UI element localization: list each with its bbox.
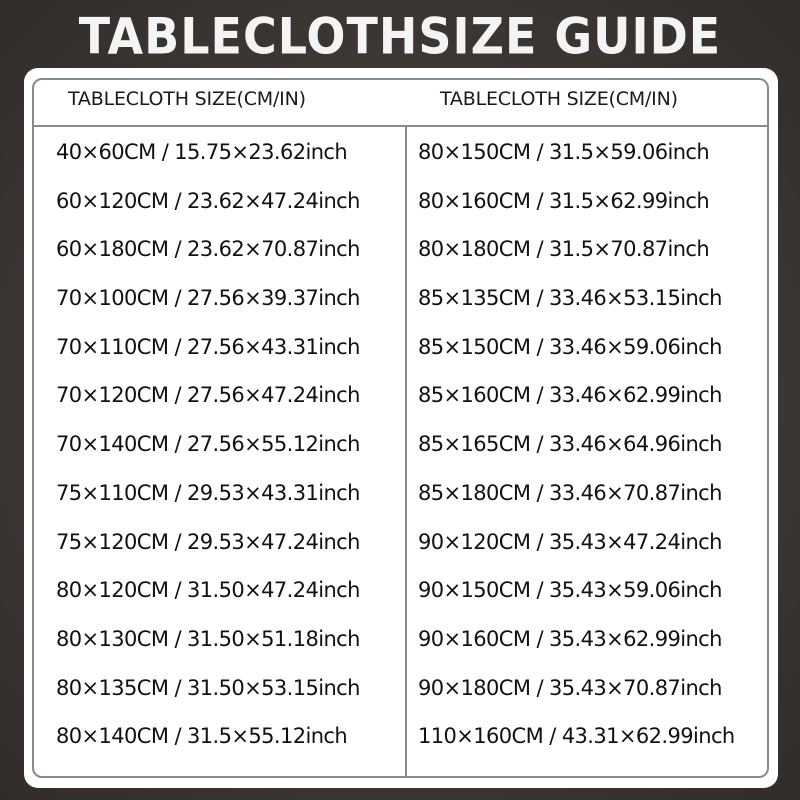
size-row: 90×120CM / 35.43×47.24inch xyxy=(418,529,722,554)
size-table-card xyxy=(24,68,778,788)
size-row: 85×160CM / 33.46×62.99inch xyxy=(418,383,722,408)
size-row: 80×135CM / 31.50×53.15inch xyxy=(56,675,360,700)
column-divider xyxy=(405,127,407,776)
size-list-left xyxy=(56,128,360,761)
size-table xyxy=(32,78,769,778)
size-row: 85×135CM / 33.46×53.15inch xyxy=(418,286,722,311)
size-row: 70×140CM / 27.56×55.12inch xyxy=(56,432,360,457)
header-divider xyxy=(34,125,767,127)
size-row: 60×180CM / 23.62×70.87inch xyxy=(56,237,360,262)
size-list-right xyxy=(418,128,735,761)
column-header-left: TABLECLOTH SIZE(CM/IN) xyxy=(68,88,306,110)
size-row: 90×160CM / 35.43×62.99inch xyxy=(418,626,722,651)
size-row: 75×120CM / 29.53×47.24inch xyxy=(56,529,360,554)
size-row: 80×160CM / 31.5×62.99inch xyxy=(418,188,710,213)
size-row: 80×180CM / 31.5×70.87inch xyxy=(418,237,710,262)
size-row: 70×100CM / 27.56×39.37inch xyxy=(56,286,360,311)
size-row: 40×60CM / 15.75×23.62inch xyxy=(56,140,348,164)
size-row: 85×180CM / 33.46×70.87inch xyxy=(418,480,722,505)
size-row: 80×130CM / 31.50×51.18inch xyxy=(56,626,360,651)
size-row: 70×110CM / 27.56×43.31inch xyxy=(56,334,360,359)
size-row: 90×150CM / 35.43×59.06inch xyxy=(418,578,722,603)
size-row: 110×160CM / 43.31×62.99inch xyxy=(418,724,735,749)
page-title: TABLECLOTHSIZE GUIDE xyxy=(78,6,722,66)
size-row: 80×120CM / 31.50×47.24inch xyxy=(56,578,360,603)
size-row: 85×165CM / 33.46×64.96inch xyxy=(418,432,722,457)
column-header-right: TABLECLOTH SIZE(CM/IN) xyxy=(440,88,678,110)
size-row: 75×110CM / 29.53×43.31inch xyxy=(56,480,360,505)
size-row: 90×180CM / 35.43×70.87inch xyxy=(418,675,722,700)
size-row: 80×150CM / 31.5×59.06inch xyxy=(418,140,710,164)
size-row: 80×140CM / 31.5×55.12inch xyxy=(56,724,348,749)
size-row: 60×120CM / 23.62×47.24inch xyxy=(56,188,360,213)
size-row: 70×120CM / 27.56×47.24inch xyxy=(56,383,360,408)
size-row: 85×150CM / 33.46×59.06inch xyxy=(418,334,722,359)
